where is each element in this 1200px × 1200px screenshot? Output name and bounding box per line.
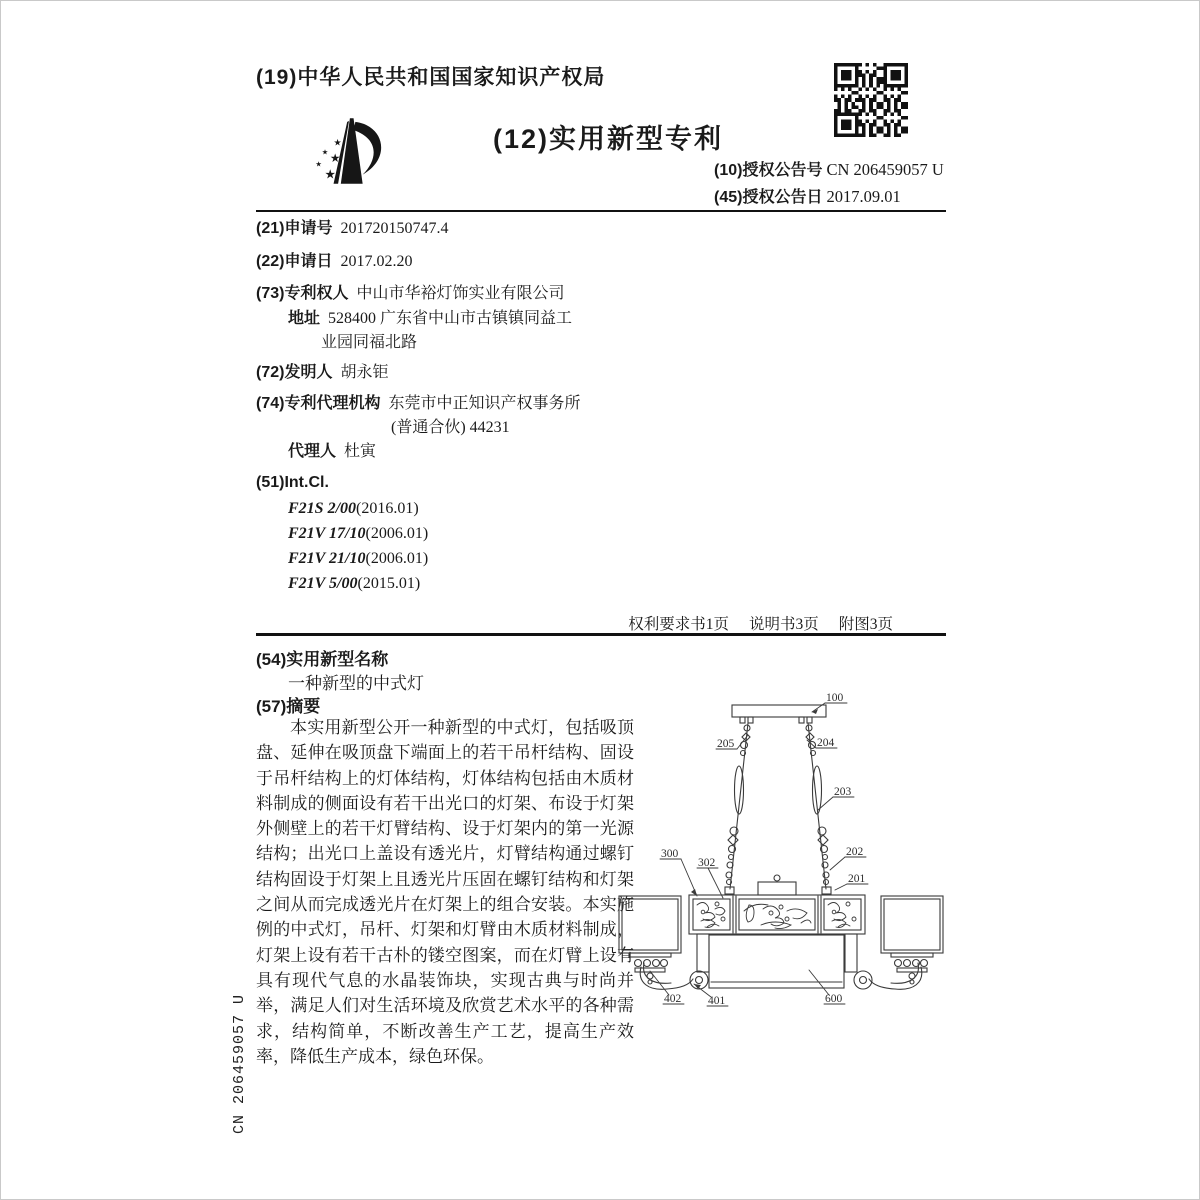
qr-code-icon bbox=[834, 63, 908, 137]
utility-model-title: 一种新型的中式灯 bbox=[288, 674, 424, 693]
pages-description: 说明书3页 bbox=[748, 616, 819, 633]
document-kind-title: (12)实用新型专利 bbox=[493, 124, 724, 154]
cnipa-logo-icon bbox=[284, 111, 414, 211]
figure-label-201: 201 bbox=[848, 873, 866, 885]
header-rule bbox=[256, 210, 946, 212]
figure-right-arm bbox=[854, 963, 922, 989]
abstract-text: 本实用新型公开一种新型的中式灯，包括吸顶盘、延伸在吸顶盘下端面上的若干吊杆结构、固设于吊杆结构上的灯体结构，灯体结构包括由木质材料制成的侧面设有若干出光口的灯架、布设于灯架外侧壁上的若干灯臂结构、设于灯架内的第一光源结构；出光口上盖设有透光片，灯臂结构通过螺钉结构固设于灯架上且透光片压固在螺钉结构和灯架之间从而完成透光片在灯架上的组合安装。本实施例的中式灯，吊杆、灯架和灯臂由木质材料制成，灯架上设有若干古朴的镂空图案，而在灯臂上设有具有现代气息的水晶装饰块，实现古典与时尚并举，满足人们对生活环境及欣赏艺术水平的各种需求，结构简单，不断改善生产工艺，提高生产效率，降低生产成本，绿色环保。 bbox=[256, 718, 634, 1066]
intcl-entry: F21V 17/10(2006.01) bbox=[288, 525, 429, 542]
title-section-label: (54)实用新型名称 bbox=[256, 650, 389, 669]
side-publication-number: CN 206459057 U bbox=[231, 993, 248, 1134]
field-intcl-label: (51)Int.Cl. bbox=[256, 474, 329, 491]
field-address-line2: 业园同福北路 bbox=[321, 334, 418, 351]
pub-date-value: 2017.09.01 bbox=[826, 187, 901, 206]
patent-office-title: (19)中华人民共和国国家知识产权局 bbox=[256, 66, 606, 89]
figure-lamp-body bbox=[689, 895, 865, 934]
pub-number-value: CN 206459057 U bbox=[826, 160, 944, 179]
pub-number-label: (10)授权公告号 bbox=[714, 162, 823, 179]
section-rule bbox=[256, 633, 946, 636]
figure-label-100: 100 bbox=[826, 692, 844, 704]
figure-reference-labels bbox=[650, 692, 868, 1007]
patent-figure bbox=[611, 683, 951, 1023]
pages-claims: 权利要求书1页 bbox=[628, 616, 729, 633]
figure-label-401: 401 bbox=[708, 995, 726, 1007]
field-agency: (74)专利代理机构 东莞市中正知识产权事务所 bbox=[256, 395, 581, 412]
pages-summary bbox=[601, 612, 893, 634]
field-inventor: (72)发明人 胡永钜 bbox=[256, 364, 389, 381]
svg-text:★: ★ bbox=[315, 159, 322, 169]
field-patentee: (73)专利权人 中山市华裕灯饰实业有限公司 bbox=[256, 285, 565, 302]
figure-label-204: 204 bbox=[817, 737, 835, 749]
pub-date-label: (45)授权公告日 bbox=[714, 189, 823, 206]
intcl-entry: F21V 21/10(2006.01) bbox=[288, 550, 429, 567]
figure-label-600: 600 bbox=[825, 993, 843, 1005]
intcl-entry: F21S 2/00(2016.01) bbox=[288, 500, 419, 517]
figure-ceiling-plate bbox=[732, 705, 826, 717]
field-agency-line2: (普通合伙) 44231 bbox=[391, 419, 510, 436]
field-agent: 代理人 杜寅 bbox=[288, 443, 377, 460]
intcl-entry: F21V 5/00(2015.01) bbox=[288, 575, 421, 592]
field-application-number: (21)申请号 201720150747.4 bbox=[256, 220, 449, 237]
figure-label-205: 205 bbox=[717, 738, 735, 750]
figure-label-203: 203 bbox=[834, 786, 852, 798]
figure-label-302: 302 bbox=[698, 857, 716, 869]
abstract-section-label: (57)摘要 bbox=[256, 697, 321, 716]
figure-label-300: 300 bbox=[661, 848, 679, 860]
figure-right-shade bbox=[881, 896, 943, 984]
figure-label-202: 202 bbox=[846, 846, 864, 858]
svg-text:★: ★ bbox=[329, 150, 341, 165]
field-address: 地址 528400 广东省中山市古镇镇同益工 bbox=[288, 310, 573, 327]
svg-text:★: ★ bbox=[321, 147, 329, 157]
figure-lower-box bbox=[709, 935, 844, 988]
pages-figures: 附图3页 bbox=[838, 616, 893, 633]
figure-label-402: 402 bbox=[664, 993, 682, 1005]
field-application-date: (22)申请日 2017.02.20 bbox=[256, 253, 413, 270]
svg-text:★: ★ bbox=[333, 138, 342, 149]
svg-text:★: ★ bbox=[324, 166, 336, 182]
